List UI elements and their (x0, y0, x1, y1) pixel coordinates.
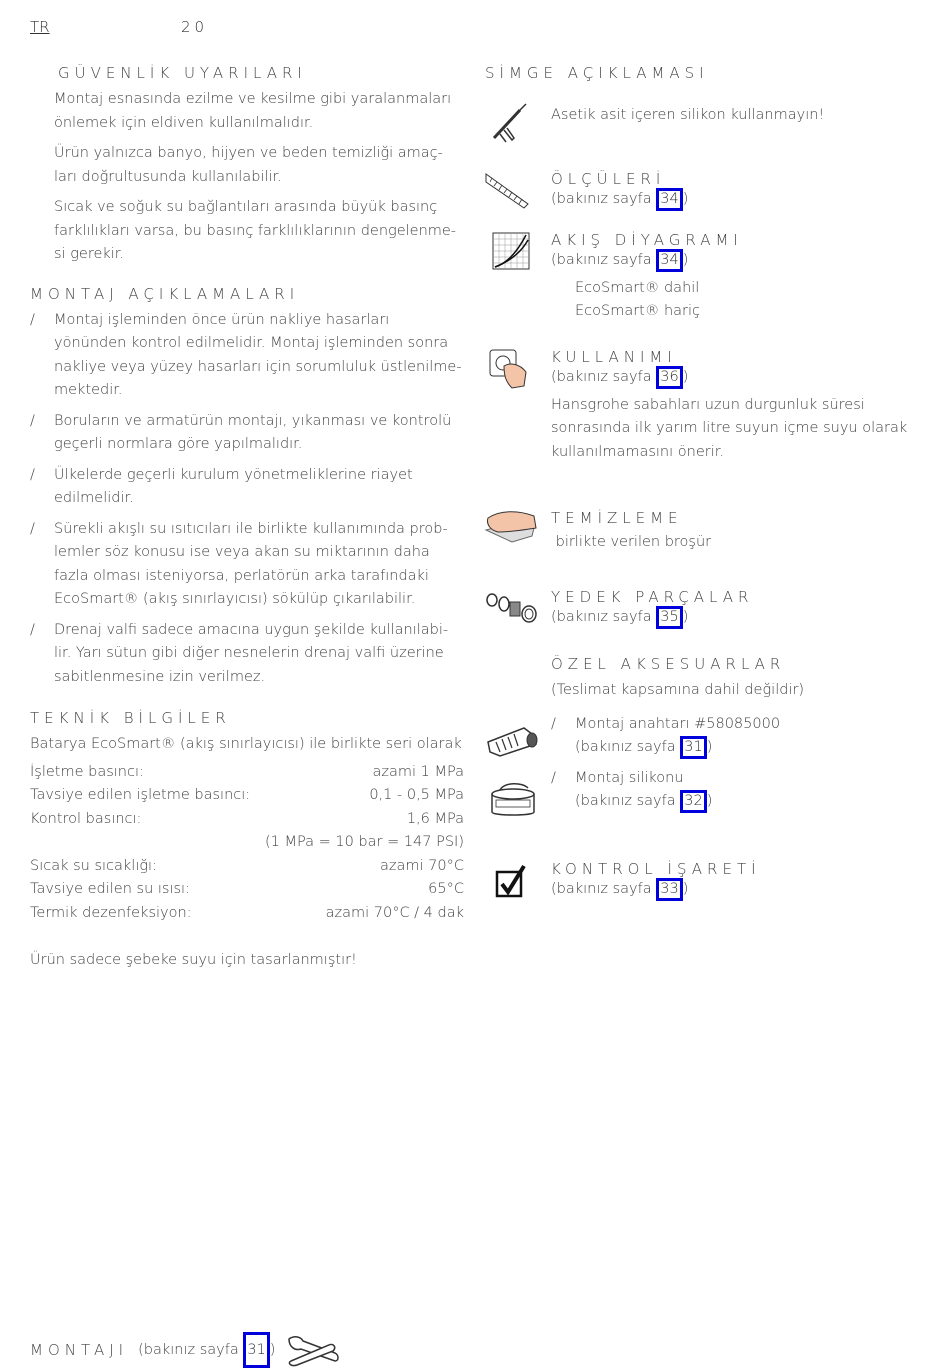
check-ref: (bakınız sayfa 33 ) (551, 878, 761, 902)
page-ref-link[interactable]: 31 (680, 736, 706, 759)
usage-text: Hansgrohe sabahları uzun durgunluk süresi sonrasında ilk yarım litre suyun içme suyu olarak kullanılmamasını önerir. (551, 396, 908, 460)
tools-icon (285, 1333, 341, 1367)
page-ref-link[interactable]: 33 (656, 878, 682, 901)
page-ref-link[interactable]: 32 (680, 790, 706, 813)
usage-block (551, 348, 907, 464)
cleaning-hand-icon (482, 506, 540, 546)
page-number: 20 (181, 18, 209, 36)
footer (30, 1332, 341, 1368)
dimensions-title: ÖLÇÜLERİ (551, 170, 666, 188)
dimensions-ref: (bakınız sayfa 34 ) (551, 188, 688, 212)
list-item: / Montaj anahtarı #58085000 (bakınız sayfa 31 ) (551, 713, 804, 760)
table-row: Sıcak su sıcaklığı: azami 70°C (30, 857, 464, 874)
cleaning-title: TEMİZLEME (551, 509, 683, 527)
list-item: / Boruların ve armatürün montajı, yıkanması ve kontrolü geçerli normlara göre yapılmalıdır. (30, 412, 452, 452)
table-row: (1 MPa = 10 bar = 147 PSI) (265, 834, 464, 850)
page-ref-link[interactable]: 34 (656, 188, 682, 211)
tech-note: Ürün sadece şebeke suyu için tasarlanmıştır! (30, 952, 357, 968)
page-ref-link[interactable]: 34 (656, 249, 682, 272)
safety-section (54, 88, 470, 267)
spare-block (551, 588, 753, 630)
usage-ref: (bakınız sayfa 36 ) (551, 366, 907, 390)
left-column (30, 64, 470, 973)
check-block (551, 860, 761, 902)
usage-title: KULLANIMI (551, 348, 677, 366)
language-code: TR (30, 18, 50, 36)
silicone-warning: Asetik asit içeren silikon kullanmayın! (551, 107, 825, 123)
tech-title: TEKNİK BİLGİLER (30, 709, 231, 727)
footer-ref: (bakınız sayfa 31 ) (138, 1332, 275, 1368)
spare-ref: (bakınız sayfa 35 ) (551, 606, 753, 630)
assembly-list (30, 309, 470, 690)
safety-title: GÜVENLİK UYARILARI (58, 64, 307, 82)
checkmark-icon (494, 864, 528, 900)
hand-tap-icon (486, 346, 532, 390)
flow-line1: EcoSmart® dahil (575, 279, 700, 296)
table-row: Kontrol basıncı: 1,6 MPa (30, 810, 464, 827)
symbols-title: SİMGE AÇIKLAMASI (485, 64, 709, 82)
check-title: KONTROL İŞARETİ (551, 860, 761, 878)
accessories-block (551, 655, 804, 814)
ruler-icon (484, 168, 530, 210)
spare-title: YEDEK PARÇALAR (551, 588, 754, 606)
page-ref-link[interactable]: 36 (656, 366, 682, 389)
spare-parts-icon (484, 588, 540, 626)
dimensions-block (551, 170, 688, 212)
accessories-subtitle: (Teslimat kapsamına dahil değildir) (551, 682, 805, 698)
flow-block (551, 231, 743, 324)
footer-title: MONTAJI (30, 1341, 129, 1359)
safety-p1: Montaj esnasında ezilme ve kesilme gibi yaralanmaları önlemek için eldiven kullanılmalıdır. (54, 91, 452, 131)
table-row: İşletme basıncı: azami 1 MPa (30, 763, 464, 780)
cleaning-text: birlikte verilen broşür (551, 534, 712, 550)
tech-table (30, 761, 464, 926)
accessories-title: ÖZEL AKSESUARLAR (551, 655, 786, 673)
silicone-can-icon (488, 780, 538, 820)
list-item: / Montaj silikonu (bakınız sayfa 32 ) (551, 767, 804, 814)
assembly-key-icon (484, 722, 542, 758)
table-row: Termik dezenfeksiyon: azami 70°C / 4 dak (30, 904, 464, 921)
tech-intro: Batarya EcoSmart® (akış sınırlayıcısı) ile birlikte seri olarak (30, 736, 462, 752)
assembly-title: MONTAJ AÇIKLAMALARI (30, 284, 300, 303)
cleaning-block (551, 509, 711, 555)
table-row: Tavsiye edilen su ısısı: 65°C (30, 881, 464, 897)
table-row: Tavsiye edilen işletme basıncı: 0,1 - 0,5 MPa (30, 787, 464, 803)
list-item: / Ülkelerde geçerli kurulum yönetmeliklerine riayet edilmelidir. (30, 466, 413, 506)
page-ref-link[interactable]: 35 (656, 606, 682, 629)
silicone-gun-icon (490, 100, 530, 144)
safety-p3: Sıcak ve soğuk su bağlantıları arasında büyük basınç farklılıkları varsa, bu basınç farklılıklarının dengelenme- si gerekir. (54, 199, 457, 262)
flow-diagram-icon (492, 232, 530, 270)
flow-line2: EcoSmart® hariç (575, 303, 701, 319)
list-item: / Sürekli akışlı su ısıtıcıları ile birlikte kullanımında prob- lemler söz konusu ise veya akan su miktarının daha fazla olması isteniyorsa, perlatörün arka tarafındaki EcoSmart® (akış sınırlayıcısı) sökülüp çıkarılabilir. (30, 520, 448, 607)
list-item: / Drenaj valfi sadece amacına uygun şekilde kullanılabi- lir. Yarı sütun gibi diğer nesnelerin drenaj valfi üzerine sabitlenmesine izin verilmez. (30, 621, 449, 685)
page-ref-link[interactable]: 31 (243, 1332, 269, 1368)
flow-title: AKIŞ DİYAGRAMI (551, 231, 743, 249)
list-item: / Montaj işleminden önce ürün nakliye hasarları yönünden kontrol edilmelidir. Montaj işleminden sonra nakliye veya yüzey hasarları için sorumluluk üstlenilme- mektedir. (30, 311, 462, 398)
safety-p2: Ürün yalnızca banyo, hijyen ve beden temizliği amaç- ları doğrultusunda kullanılabilir. (54, 145, 443, 185)
flow-ref: (bakınız sayfa 34 ) (551, 249, 743, 273)
